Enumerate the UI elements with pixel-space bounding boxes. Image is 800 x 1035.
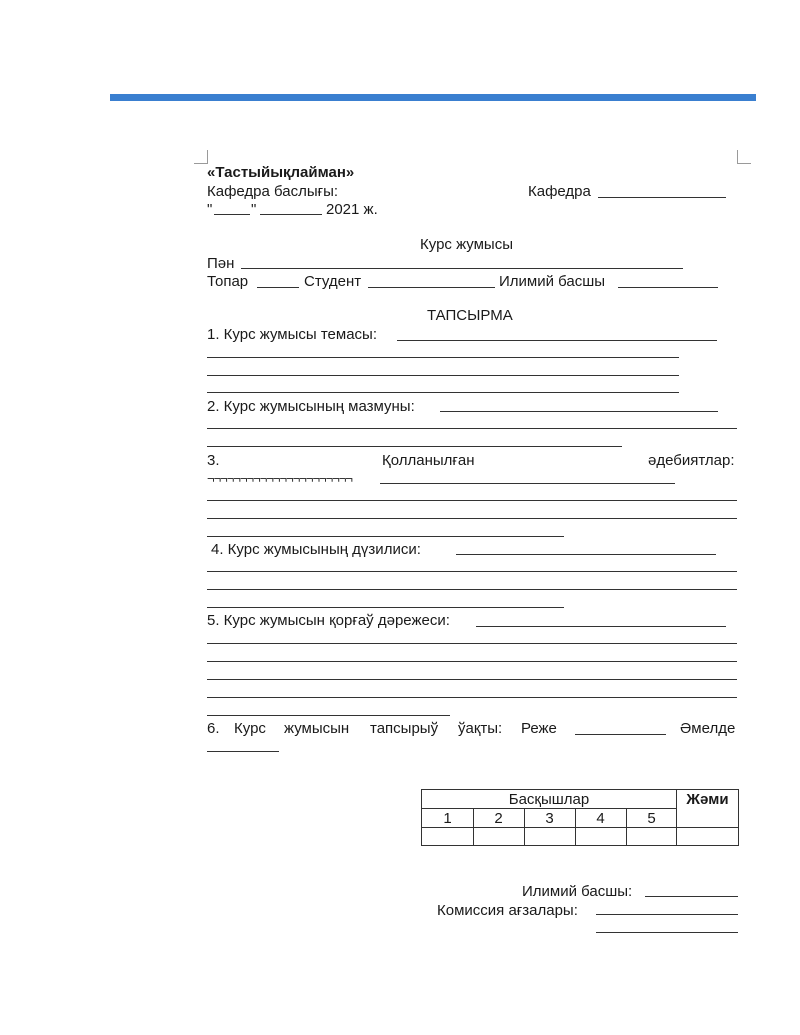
item-2-blank[interactable]: [440, 411, 718, 412]
item-2-line[interactable]: [207, 428, 737, 429]
item-3-blank[interactable]: [380, 483, 675, 484]
item-5-line[interactable]: [207, 643, 737, 644]
item-5-label: 5. Курс жумысын қорғаў дәрежеси:: [207, 612, 450, 629]
item-3-word: әдебиятлар:: [648, 452, 735, 469]
item-2-label: 2. Курс жумысының мазмуны:: [207, 398, 415, 415]
page-corner-mark: [194, 150, 208, 164]
commission-label: Комиссия ағзалары:: [437, 902, 578, 919]
document-title: Курс жумысы: [420, 236, 513, 253]
department-blank[interactable]: [598, 197, 726, 198]
item-5-blank[interactable]: [476, 626, 726, 627]
item-3-number: 3.: [207, 452, 220, 469]
item-3-line[interactable]: [207, 518, 737, 519]
item-6-word: тапсырыў: [370, 720, 439, 737]
table-col-label: 4: [596, 810, 605, 827]
table-col-label: 5: [647, 810, 656, 827]
table-header-stages: Басқышлар: [508, 791, 590, 808]
item-6-word: 6.: [207, 720, 220, 737]
task-title: ТАПСЫРМА: [427, 307, 513, 324]
item-3-line[interactable]: [207, 500, 737, 501]
item-3-dashes: ¬¬¬¬¬¬¬¬¬¬¬¬¬¬¬¬¬¬¬¬¬¬: [207, 471, 353, 486]
department-head-label: Кафедра баслығы:: [207, 183, 339, 200]
item-6-word: жумысын: [284, 720, 350, 737]
advisor-label: Илимий басшы: [499, 273, 606, 290]
student-blank[interactable]: [368, 287, 495, 288]
item-6-word: Реже: [521, 720, 557, 737]
item-1-line[interactable]: [207, 357, 679, 358]
student-label: Студент: [304, 273, 362, 290]
ruler-bar: [110, 94, 756, 101]
item-4-line[interactable]: [207, 589, 737, 590]
item-3-word: Қолланылған: [382, 452, 475, 469]
table-col-label: 2: [494, 810, 503, 827]
grades-table: [421, 789, 739, 846]
department-label: Кафедра: [528, 183, 591, 200]
advisor-signature-label: Илимий басшы:: [522, 883, 633, 900]
item-5-line[interactable]: [207, 697, 737, 698]
page-corner-mark: [737, 150, 751, 164]
item-1-label: 1. Курс жумысы темасы:: [207, 326, 377, 343]
item-2-line[interactable]: [207, 446, 622, 447]
commission-signature-blank[interactable]: [596, 932, 738, 933]
item-6-word: ўақты:: [458, 720, 503, 737]
subject-blank[interactable]: [241, 268, 683, 269]
item-1-blank[interactable]: [397, 340, 717, 341]
table-header-total: Жәми: [686, 791, 729, 808]
date-month-blank[interactable]: [260, 214, 322, 215]
item-4-line[interactable]: [207, 607, 564, 608]
item-6-plan-blank[interactable]: [575, 734, 666, 735]
item-4-label: 4. Курс жумысының дүзилиси:: [211, 541, 421, 558]
item-1-line[interactable]: [207, 375, 679, 376]
commission-signature-blank[interactable]: [596, 914, 738, 915]
item-5-line[interactable]: [207, 679, 737, 680]
item-5-line[interactable]: [207, 661, 737, 662]
table-col-label: 1: [443, 810, 452, 827]
item-6-word: Курс: [234, 720, 266, 737]
advisor-signature-blank[interactable]: [645, 896, 738, 897]
subject-label: Пән: [207, 255, 235, 272]
date-quote-open: ": [207, 201, 213, 218]
item-5-line[interactable]: [207, 715, 450, 716]
item-6-actual-blank[interactable]: [207, 751, 279, 752]
table-col-label: 3: [545, 810, 554, 827]
approval-heading: «Тастыйықлайман»: [207, 164, 355, 181]
group-label: Топар: [207, 273, 249, 290]
date-day-blank[interactable]: [214, 214, 250, 215]
date-year: 2021 ж.: [326, 201, 378, 218]
group-blank[interactable]: [257, 287, 299, 288]
item-1-line[interactable]: [207, 392, 679, 393]
item-3-line[interactable]: [207, 536, 564, 537]
item-4-blank[interactable]: [456, 554, 716, 555]
date-quote-close: ": [251, 201, 257, 218]
item-4-line[interactable]: [207, 571, 737, 572]
item-6-word: Әмелде: [680, 720, 736, 737]
advisor-blank[interactable]: [618, 287, 718, 288]
